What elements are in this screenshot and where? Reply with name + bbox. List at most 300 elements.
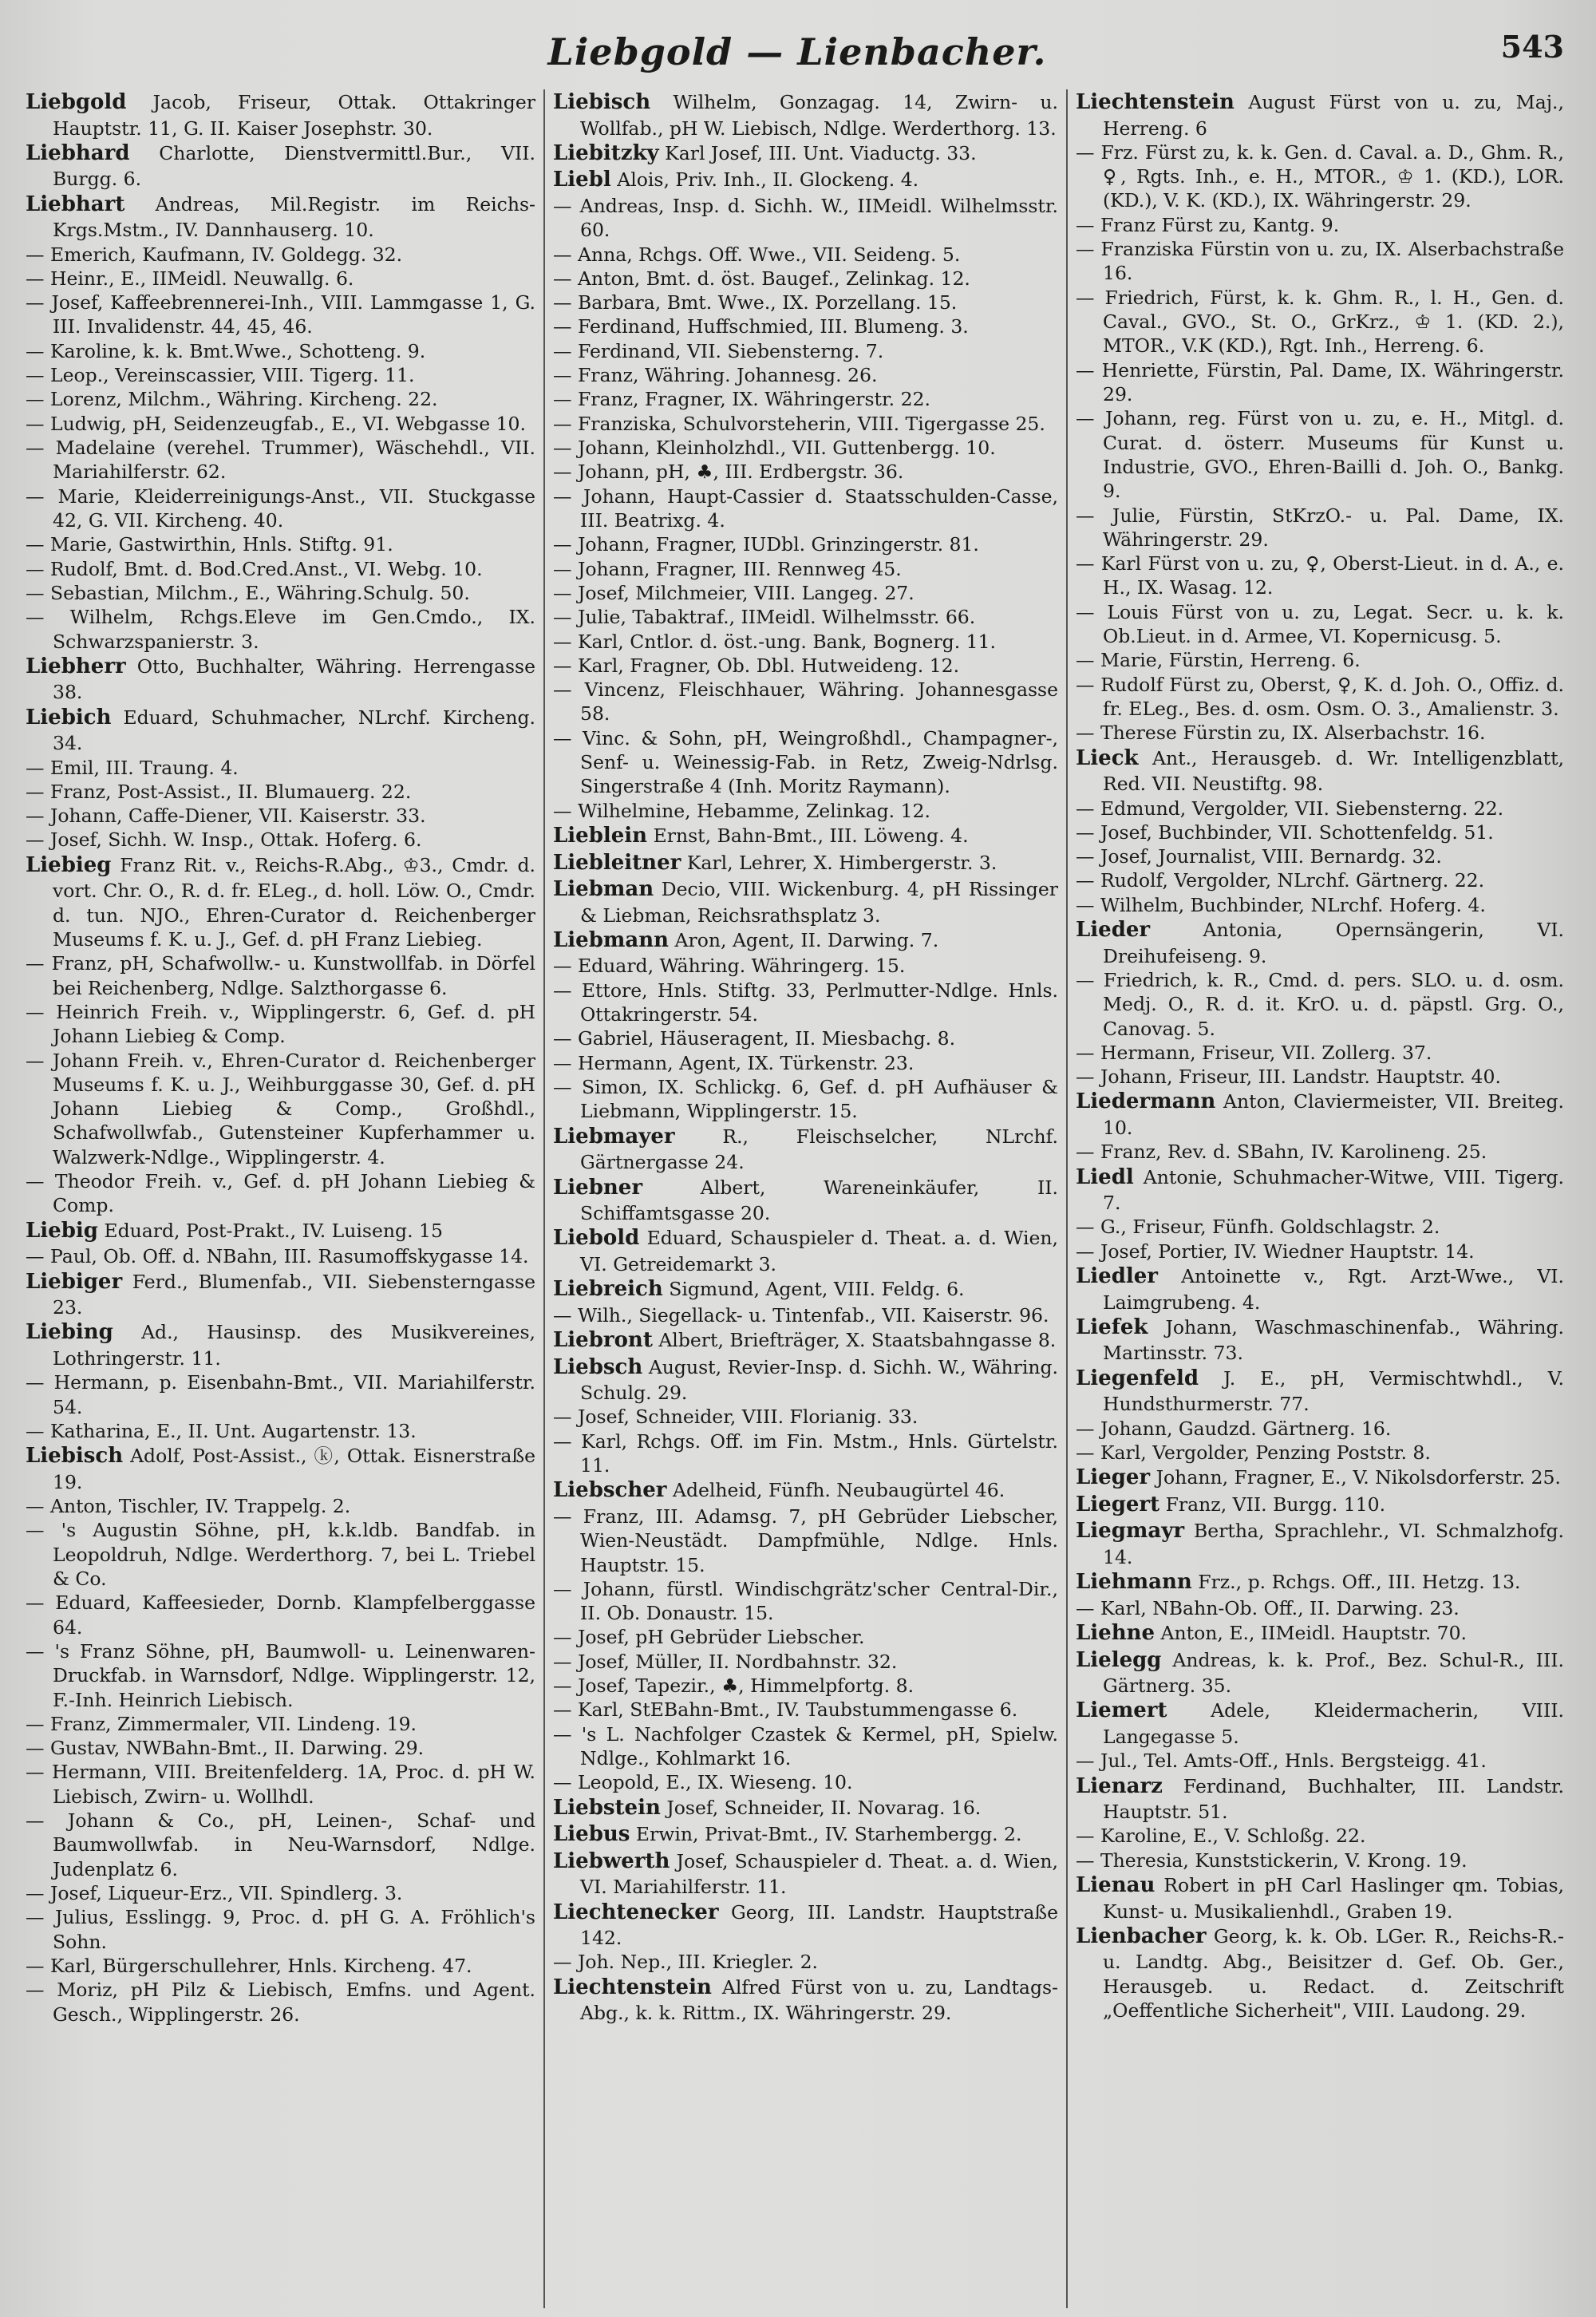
entry-text: — Vinc. & Sohn, pH, Weingroßhdl., Champagner-, Senf- u. Weinessig-Fab. in Retz, Zweig-Ndrlsg. Singerstraße 4 (Inh. Moritz Raymann).: [553, 726, 1058, 798]
directory-entry: [553, 1848, 1058, 1900]
directory-entry: [1076, 1647, 1564, 1698]
directory-entry: [553, 1975, 1058, 2026]
directory-sub-entry: [1076, 1065, 1564, 1089]
directory-sub-entry: [26, 605, 535, 654]
entry-text: — Emerich, Kaufmann, IV. Goldegg. 32.: [26, 243, 403, 266]
directory-entry: [1076, 1465, 1564, 1492]
entry-text: — Karl Fürst von u. zu, ♀, Oberst-Lieut. in d. A., e. H., IX. Wasag. 12.: [1076, 552, 1564, 599]
entry-surname: Liechtenstein: [1076, 90, 1235, 114]
directory-sub-entry: [1076, 673, 1564, 722]
entry-text: Antonie, Schuhmacher-Witwe, VIII. Tigerg. 7.: [1103, 1165, 1564, 1215]
entry-text: — Marie, Fürstin, Herreng. 6.: [1076, 649, 1361, 672]
directory-entry: [1076, 745, 1564, 797]
directory-sub-entry: [1076, 1140, 1564, 1164]
entry-text: — 's L. Nachfolger Czastek & Kermel, pH, Spielw. Ndlge., Kohlmarkt 16.: [553, 1722, 1058, 1769]
entry-text: — Ferdinand, Huffschmied, III. Blumeng. 3.: [553, 315, 969, 338]
entry-text: Wilhelm, Gonzagag. 14, Zwirn- u. Wollfab., pH W. Liebisch, Ndlge. Werderthorg. 13.: [580, 91, 1058, 140]
directory-sub-entry: [26, 267, 535, 291]
entry-text: — Jul., Tel. Amts-Off., Hnls. Bergsteigg. 41.: [1076, 1750, 1487, 1773]
directory-sub-entry: [553, 1075, 1058, 1124]
entry-text: — Rudolf, Bmt. d. Bod.Cred.Anst., VI. Webg. 10.: [26, 557, 483, 580]
entry-text: Adelheid, Fünfh. Neubaugürtel 46.: [672, 1479, 1005, 1502]
directory-entry: [1076, 1698, 1564, 1749]
entry-text: — 's Augustin Söhne, pH, k.k.ldb. Bandfab. in Leopoldruh, Ndlge. Werderthorg. 7, bei L. Triebel & Co.: [26, 1519, 535, 1590]
entry-text: — Karoline, k. k. Bmt.Wwe., Schotteng. 9.: [26, 339, 426, 362]
directory-sub-entry: [1076, 213, 1564, 237]
directory-sub-entry: [1076, 1240, 1564, 1263]
entry-surname: Liehne: [1076, 1621, 1156, 1645]
entry-surname: Liebscher: [553, 1478, 667, 1503]
entry-text: — Ferdinand, VII. Siebensterng. 7.: [553, 339, 884, 362]
entry-text: — Johann, Caffe-Diener, VII. Kaiserstr. 33.: [26, 805, 426, 828]
entry-text: — Rudolf Fürst zu, Oberst, ♀, K. d. Joh. O., Offiz. d. fr. ELeg., Bes. d. osm. Osm. O. 3., Amalienstr. 3.: [1076, 673, 1564, 721]
entry-text: — Franz, Rev. d. SBahn, IV. Karolineng. 25.: [1076, 1141, 1487, 1164]
entry-text: — Josef, Müller, II. Nordbahnstr. 32.: [553, 1650, 898, 1673]
entry-surname: Liebmann: [553, 927, 670, 952]
directory-entry: [553, 927, 1058, 955]
entry-surname: Liedl: [1076, 1164, 1134, 1189]
entry-surname: Liedermann: [1076, 1089, 1216, 1114]
entry-text: Aron, Agent, II. Darwing. 7.: [674, 928, 939, 951]
entry-text: — Franz, Fragner, IX. Währingerstr. 22.: [553, 388, 930, 411]
directory-sub-entry: [553, 557, 1058, 581]
directory-sub-entry: [553, 243, 1058, 267]
entry-surname: Lienarz: [1076, 1773, 1163, 1798]
directory-sub-entry: [26, 339, 535, 363]
entry-text: — Ettore, Hnls. Stiftg. 33, Perlmutter-Ndlge. Hnls. Ottakringerstr. 54.: [553, 979, 1058, 1026]
entry-text: — Frz. Fürst zu, k. k. Gen. d. Caval. a. D., Ghm. R., ♀, Rgts. Inh., e. H., MTOR., ♔ 1. (KD.), LOR. (KD.), V. K. (KD.), IX. Währingerstr. 29.: [1076, 140, 1564, 212]
running-title: Liebgold — Lienbacher.: [547, 30, 1047, 73]
entry-text: — Franziska, Schulvorsteherin, VIII. Tigergasse 25.: [553, 412, 1045, 435]
entry-text: — Rudolf, Vergolder, NLrchf. Gärtnerg. 22.: [1076, 869, 1485, 892]
directory-sub-entry: [1076, 1848, 1564, 1872]
entry-text: — Barbara, Bmt. Wwe., IX. Porzellang. 15.: [553, 291, 958, 314]
directory-sub-entry: [26, 557, 535, 581]
directory-entry: [26, 192, 535, 243]
entry-surname: Liebman: [553, 877, 654, 902]
entry-text: Josef, Schneider, II. Novarag. 16.: [666, 1796, 982, 1819]
directory-entry: [553, 850, 1058, 877]
directory-entry: [26, 89, 535, 140]
entry-text: J. E., pH, Vermischtwhdl., V. Hundsthurmerstr. 77.: [1103, 1366, 1564, 1416]
directory-entry: [1076, 1089, 1564, 1140]
entry-surname: Lieck: [1076, 745, 1139, 770]
entry-surname: Liegert: [1076, 1492, 1160, 1516]
directory-sub-entry: [553, 314, 1058, 338]
directory-sub-entry: [26, 436, 535, 484]
directory-sub-entry: [26, 581, 535, 605]
entry-text: — Wilhelm, Buchbinder, NLrchf. Hoferg. 4.: [1076, 893, 1486, 916]
entry-text: Johann, Fragner, E., V. Nikolsdorferstr. 25.: [1156, 1466, 1561, 1489]
entry-text: — Hermann, p. Eisenbahn-Bmt., VII. Mariahilferstr. 54.: [26, 1371, 535, 1418]
entry-text: Georg, III. Landstr. Hauptstraße 142.: [580, 1900, 1058, 1950]
directory-sub-entry: [1076, 504, 1564, 552]
entry-text: — Anna, Rchgs. Off. Wwe., VII. Seideng. 5.: [553, 243, 961, 266]
directory-sub-entry: [553, 1303, 1058, 1327]
directory-sub-entry: [553, 605, 1058, 629]
entry-text: — Eduard, Kaffeesieder, Dornb. Klampfelberggasse 64.: [26, 1591, 535, 1639]
directory-sub-entry: [26, 1712, 535, 1736]
entry-text: — Karoline, E., V. Schloßg. 22.: [1076, 1825, 1366, 1848]
directory-sub-entry: [553, 436, 1058, 460]
directory-entry: [26, 1218, 535, 1245]
directory-sub-entry: [553, 1504, 1058, 1577]
entry-text: — Leopold, E., IX. Wieseng. 10.: [553, 1771, 853, 1794]
directory-sub-entry: [1076, 552, 1564, 600]
entry-surname: Liebitzky: [553, 140, 659, 165]
directory-sub-entry: [553, 1429, 1058, 1478]
entry-text: — Theresia, Kunststickerin, V. Krong. 19.: [1076, 1848, 1468, 1872]
entry-text: — Johann, Fragner, III. Rennweg 45.: [553, 557, 902, 580]
entry-text: — Vincenz, Fleischhauer, Währing. Johannesgasse 58.: [553, 678, 1058, 726]
entry-surname: Liehmann: [1076, 1570, 1192, 1595]
entry-text: — Emil, III. Traung. 4.: [26, 756, 239, 779]
entry-text: — Julie, Tabaktraf., IIMeidl. Wilhelmsstr. 66.: [553, 606, 976, 629]
entry-surname: Lieder: [1076, 918, 1151, 943]
entry-text: — Leop., Vereinscassier, VIII. Tigerg. 11.: [26, 364, 415, 387]
entry-text: — Karl, Cntlor. d. öst.-ung. Bank, Bognerg. 11.: [553, 630, 997, 653]
directory-entry: [1076, 1492, 1564, 1519]
entry-text: — Josef, Milchmeier, VIII. Langeg. 27.: [553, 581, 915, 604]
entry-surname: Liebhard: [26, 140, 130, 165]
page-header: [22, 16, 1572, 89]
directory-entry: [1076, 1366, 1564, 1417]
directory-sub-entry: [553, 291, 1058, 314]
entry-text: — Franz Fürst zu, Kantg. 9.: [1076, 213, 1340, 236]
entry-text: — Johann, Fragner, IUDbl. Grinzingerstr. 81.: [553, 533, 979, 556]
entry-text: — Friedrich, k. R., Cmd. d. pers. SLO. u. d. osm. Medj. O., R. d. it. KrO. u. d. päpstl. Grg. O., Canovag. 5.: [1076, 968, 1564, 1040]
column-1: [22, 89, 545, 2308]
directory-sub-entry: [26, 756, 535, 780]
directory-sub-entry: [26, 412, 535, 436]
entry-text: — Johann, pH, ♣, III. Erdbergstr. 36.: [553, 461, 904, 484]
entry-text: — Josef, Liqueur-Erz., VII. Spindlerg. 3.: [26, 1882, 403, 1904]
entry-surname: Liebreich: [553, 1277, 663, 1302]
directory-sub-entry: [26, 1494, 535, 1518]
entry-text: — Karl, Vergolder, Penzing Poststr. 8.: [1076, 1441, 1431, 1464]
entry-text: Franz, VII. Burgg. 110.: [1165, 1493, 1386, 1516]
entry-text: — Ludwig, pH, Seidenzeugfab., E., VI. Webgasse 10.: [26, 412, 526, 435]
entry-text: Ernst, Bahn-Bmt., III. Löweng. 4.: [653, 824, 969, 848]
entry-text: — Julius, Esslingg. 9, Proc. d. pH G. A. Fröhlich's Sohn.: [26, 1906, 535, 1953]
entry-text: — Josef, pH Gebrüder Liebscher.: [553, 1626, 865, 1649]
entry-text: — Franz, pH, Schafwollw.- u. Kunstwollfab. in Dörfel bei Reichenberg, Ndlge. Salzthorgasse 6.: [26, 952, 535, 999]
entry-text: Josef, Schauspieler d. Theat. a. d. Wien, VI. Mariahilferstr. 11.: [580, 1849, 1058, 1899]
directory-sub-entry: [553, 1722, 1058, 1771]
entry-text: Anton, Claviermeister, VII. Breiteg. 10.: [1103, 1090, 1564, 1139]
directory-sub-entry: [26, 1760, 535, 1809]
directory-sub-entry: [553, 954, 1058, 978]
entry-text: Decio, VIII. Wickenburg. 4, pH Rissinger & Liebman, Reichsrathsplatz 3.: [580, 878, 1058, 927]
entry-surname: Liemert: [1076, 1698, 1167, 1723]
entry-text: — Josef, Buchbinder, VII. Schottenfeldg. 51.: [1076, 820, 1494, 844]
entry-surname: Liebig: [26, 1218, 98, 1243]
entry-text: — Eduard, Währing. Währingerg. 15.: [553, 955, 906, 978]
directory-sub-entry: [553, 581, 1058, 605]
directory-sub-entry: [553, 654, 1058, 678]
directory-entry: [1076, 89, 1564, 140]
entry-text: Antonia, Opernsängerin, VI. Dreihufeiseng. 9.: [1103, 919, 1564, 967]
entry-text: — Wilh., Siegellack- u. Tintenfab., VII. Kaiserstr. 96.: [553, 1303, 1049, 1327]
directory-sub-entry: [1076, 140, 1564, 213]
entry-surname: Liebiger: [26, 1269, 123, 1294]
directory-sub-entry: [553, 194, 1058, 243]
directory-sub-entry: [553, 1650, 1058, 1674]
entry-text: August Fürst von u. zu, Maj., Herreng. 6: [1103, 91, 1564, 140]
entry-text: — Josef, Sichh. W. Insp., Ottak. Hoferg. 6.: [26, 828, 422, 852]
entry-text: Erwin, Privat-Bmt., IV. Starhembergg. 2.: [635, 1823, 1022, 1846]
directory-sub-entry: [26, 1881, 535, 1905]
directory-sub-entry: [553, 1577, 1058, 1626]
entry-surname: Liegenfeld: [1076, 1366, 1199, 1390]
directory-sub-entry: [26, 1639, 535, 1712]
entry-surname: Liechtenstein: [553, 1975, 712, 1999]
directory-entry: [26, 1443, 535, 1494]
entry-text: Bertha, Sprachlehr., VI. Schmalzhofg. 14.: [1103, 1520, 1564, 1568]
entry-surname: Liebich: [26, 705, 112, 729]
directory-sub-entry: [553, 630, 1058, 654]
entry-text: — Katharina, E., II. Unt. Augartenstr. 13.: [26, 1419, 417, 1442]
entry-text: — Johann, reg. Fürst von u. zu, e. H., Mitgl. d. Curat. d. österr. Museums für Kunst u. Industrie, GVO., Ehren-Bailli d. Joh. O., Bankg. 9.: [1076, 407, 1564, 503]
entry-text: Charlotte, Dienstvermittl.Bur., VII. Burgg. 6.: [53, 141, 535, 191]
directory-sub-entry: [553, 339, 1058, 363]
entry-text: — Edmund, Vergolder, VII. Siebensterng. 22.: [1076, 797, 1504, 820]
entry-surname: Liebwerth: [553, 1848, 670, 1873]
entry-text: — Johann, fürstl. Windischgrätz'scher Central-Dir., II. Ob. Donaustr. 15.: [553, 1577, 1058, 1625]
entry-text: — Johann, Kleinholzhdl., VII. Guttenbergg. 10.: [553, 437, 996, 460]
entry-text: Ferdinand, Buchhalter, III. Landstr. Hauptstr. 51.: [1103, 1774, 1564, 1824]
entry-text: Andreas, k. k. Prof., Bez. Schul-R., III. Gärtnerg. 35.: [1103, 1648, 1564, 1698]
directory-sub-entry: [1076, 1215, 1564, 1239]
entry-text: Albert, Briefträger, X. Staatsbahngasse 8.: [658, 1329, 1057, 1352]
column-3: [1068, 89, 1572, 2308]
entry-surname: Liebgold: [26, 90, 127, 114]
entry-surname: Liebieg: [26, 852, 112, 877]
entry-surname: Liebhart: [26, 192, 125, 216]
entry-text: — Franz, Post-Assist., II. Blumauerg. 22.: [26, 780, 412, 803]
entry-text: August, Revier-Insp. d. Sichh. W., Währing. Schulg. 29.: [580, 1355, 1058, 1405]
entry-text: — Wilhelm, Rchgs.Eleve im Gen.Cmdo., IX. Schwarzspanierstr. 3.: [26, 606, 535, 653]
entry-text: Albert, Wareneinkäufer, II. Schiffamtsgasse 20.: [580, 1176, 1058, 1225]
directory-sub-entry: [1076, 893, 1564, 917]
entry-text: — Johann Freih. v., Ehren-Curator d. Reichenberger Museums f. K. u. J., Weihburggasse 30, Gef. d. pH Johann Liebieg & Comp., Großhdl., Schafwollwfab., Gutensteiner Kupferhammer u. Walzwerk-Ndlge., Wipplingerstr. 4.: [26, 1049, 535, 1168]
entry-text: — Karl, Rchgs. Off. im Fin. Mstm., Hnls. Gürtelstr. 11.: [553, 1429, 1058, 1477]
directory-sub-entry: [26, 1419, 535, 1443]
entry-surname: Liefek: [1076, 1315, 1148, 1339]
directory-sub-entry: [553, 979, 1058, 1027]
directory-sub-entry: [26, 780, 535, 804]
entry-text: — Heinr., E., IIMeidl. Neuwallg. 6.: [26, 267, 354, 290]
directory-sub-entry: [553, 532, 1058, 556]
entry-text: Eduard, Post-Prakt., IV. Luiseng. 15: [104, 1219, 443, 1242]
directory-entry: [26, 654, 535, 705]
entry-text: — Wilhelmine, Hebamme, Zelinkag. 12.: [553, 799, 930, 822]
directory-sub-entry: [553, 484, 1058, 533]
entry-text: Adele, Kleidermacherin, VIII. Langegasse 5.: [1103, 1699, 1564, 1748]
directory-sub-entry: [1076, 968, 1564, 1041]
entry-text: Jacob, Friseur, Ottak. Ottakringer Hauptstr. 11, G. II. Kaiser Josephstr. 30.: [53, 91, 535, 140]
directory-sub-entry: [26, 828, 535, 852]
entry-text: Sigmund, Agent, VIII. Feldg. 6.: [669, 1278, 965, 1301]
directory-sub-entry: [1076, 237, 1564, 286]
entry-text: — Theodor Freih. v., Gef. d. pH Johann Liebieg & Comp.: [26, 1170, 535, 1217]
directory-sub-entry: [553, 726, 1058, 799]
entry-surname: Liebus: [553, 1822, 630, 1847]
entry-text: — Therese Fürstin zu, IX. Alserbachstr. 16.: [1076, 722, 1486, 745]
directory-sub-entry: [1076, 648, 1564, 672]
directory-entry: [553, 1327, 1058, 1354]
directory-sub-entry: [26, 1518, 535, 1591]
entry-text: — Hermann, Friseur, VII. Zollerg. 37.: [1076, 1041, 1432, 1064]
entry-text: — Gustav, NWBahn-Bmt., II. Darwing. 29.: [26, 1737, 425, 1760]
directory-entry: [553, 876, 1058, 927]
directory-sub-entry: [1076, 358, 1564, 407]
directory-entry: [553, 1900, 1058, 1951]
directory-sub-entry: [553, 267, 1058, 291]
entry-text: — Paul, Ob. Off. d. NBahn, III. Rasumoffskygasse 14.: [26, 1245, 529, 1268]
entry-surname: Liebherr: [26, 654, 126, 678]
entry-text: — Josef, Kaffeebrennerei-Inh., VIII. Lammgasse 1, G. III. Invalidenstr. 44, 45, 46.: [26, 291, 535, 338]
directory-sub-entry: [1076, 1417, 1564, 1441]
entry-text: Eduard, Schuhmacher, NLrchf. Kircheng. 34.: [53, 706, 535, 755]
directory-entry: [1076, 1872, 1564, 1924]
entry-text: — Franz, Zimmermaler, VII. Lindeng. 19.: [26, 1712, 417, 1735]
entry-text: Johann, Waschmaschinenfab., Währing. Martinsstr. 73.: [1103, 1315, 1564, 1365]
directory-entry: [1076, 1518, 1564, 1569]
entry-text: — Julie, Fürstin, StKrzO.- u. Pal. Dame, IX. Währingerstr. 29.: [1076, 504, 1564, 551]
entry-text: — Joh. Nep., III. Kriegler. 2.: [553, 1951, 819, 1974]
entry-text: — Marie, Gastwirthin, Hnls. Stiftg. 91.: [26, 533, 393, 556]
entry-text: — Heinrich Freih. v., Wipplingerstr. 6, Gef. d. pH Johann Liebieg & Comp.: [26, 1000, 535, 1048]
entry-text: — Hermann, Agent, IX. Türkenstr. 23.: [553, 1051, 915, 1074]
directory-sub-entry: [1076, 1824, 1564, 1848]
entry-text: Robert in pH Carl Haslinger qm. Tobias, Kunst- u. Musikalienhdl., Graben 19.: [1103, 1874, 1564, 1923]
entry-surname: Liebisch: [26, 1444, 124, 1469]
directory-sub-entry: [26, 1049, 535, 1170]
directory-sub-entry: [26, 1905, 535, 1954]
directory-sub-entry: [26, 1244, 535, 1268]
entry-text: Ferd., Blumenfab., VII. Siebensterngasse 23.: [53, 1270, 535, 1319]
entry-text: — Karl, StEBahn-Bmt., IV. Taubstummengasse 6.: [553, 1698, 1018, 1722]
directory-sub-entry: [553, 678, 1058, 726]
column-2: [545, 89, 1068, 2308]
entry-surname: Liebstein: [553, 1795, 661, 1820]
directory-entry: [553, 823, 1058, 850]
directory-sub-entry: [1076, 797, 1564, 820]
directory-entry: [1076, 1773, 1564, 1825]
entry-surname: Liebmayer: [553, 1124, 675, 1149]
entry-text: — Andreas, Insp. d. Sichh. W., IIMeidl. Wilhelmsstr. 60.: [553, 194, 1058, 242]
directory-entry: [553, 1124, 1058, 1175]
directory-sub-entry: [553, 799, 1058, 823]
directory-sub-entry: [553, 1625, 1058, 1649]
directory-sub-entry: [1076, 721, 1564, 745]
entry-text: — Josef, Tapezir., ♣, Himmelpfortg. 8.: [553, 1674, 915, 1698]
entry-text: — Franz, III. Adamsg. 7, pH Gebrüder Liebscher, Wien-Neustädt. Dampfmühle, Ndlge. Hnls. Hauptstr. 15.: [553, 1504, 1058, 1576]
directory-sub-entry: [553, 1698, 1058, 1722]
entry-surname: Lienbacher: [1076, 1924, 1207, 1948]
directory-entry: [553, 1795, 1058, 1822]
directory-sub-entry: [26, 951, 535, 1000]
directory-sub-entry: [26, 363, 535, 387]
directory-sub-entry: [26, 804, 535, 828]
directory-sub-entry: [1076, 286, 1564, 358]
entry-text: Ad., Hausinsp. des Musikvereines, Lothringerstr. 11.: [53, 1321, 535, 1370]
directory-sub-entry: [553, 1051, 1058, 1075]
entry-text: — Madelaine (verehel. Trummer), Wäschehdl., VII. Mariahilferstr. 62.: [26, 437, 535, 484]
directory-sub-entry: [26, 291, 535, 339]
entry-text: Ant., Herausgeb. d. Wr. Intelligenzblatt, Red. VII. Neustiftg. 98.: [1103, 746, 1564, 796]
directory-sub-entry: [553, 1770, 1058, 1794]
entry-text: — G., Friseur, Fünfh. Goldschlagstr. 2.: [1076, 1216, 1440, 1239]
directory-sub-entry: [26, 1736, 535, 1760]
entry-text: — Johann, Gaudzd. Gärtnerg. 16.: [1076, 1417, 1392, 1440]
entry-text: — Gabriel, Häuseragent, II. Miesbachg. 8.: [553, 1027, 956, 1050]
page-number: 543: [1500, 29, 1564, 65]
entry-text: — Johann, Friseur, III. Landstr. Hauptstr. 40.: [1076, 1066, 1501, 1089]
entry-text: Adolf, Post-Assist., ⓚ, Ottak. Eisnerstraße 19.: [53, 1445, 535, 1493]
entry-text: — Marie, Kleiderreinigungs-Anst., VII. Stuckgasse 42, G. VII. Kircheng. 40.: [26, 484, 535, 532]
directory-entry: [1076, 1569, 1564, 1596]
directory-sub-entry: [26, 1370, 535, 1419]
directory-sub-entry: [26, 484, 535, 533]
entry-surname: Liebleitner: [553, 850, 681, 875]
entry-text: Eduard, Schauspieler d. Theat. a. d. Wien, VI. Getreidemarkt 3.: [580, 1227, 1058, 1275]
directory-entry: [26, 1269, 535, 1320]
directory-sub-entry: [553, 1026, 1058, 1050]
entry-text: — Simon, IX. Schlickg. 6, Gef. d. pH Aufhäuser & Liebmann, Wipplingerstr. 15.: [553, 1076, 1058, 1123]
directory-sub-entry: [553, 1674, 1058, 1698]
entry-text: — Sebastian, Milchm., E., Währing.Schulg. 50.: [26, 581, 470, 604]
entry-text: Franz Rit. v., Reichs-R.Abg., ♔3., Cmdr. d. vort. Chr. O., R. d. fr. ELeg., d. holl. Löw. O., Cmdr. d. tun. NJO., Ehren-Curator d. Reichenberger Museums f. K. u. J., Gef. d. pH Franz Liebieg.: [53, 853, 535, 951]
directory-entry: [553, 1354, 1058, 1406]
entry-text: — Hermann, VIII. Breitenfelderg. 1A, Proc. d. pH W. Liebisch, Zwirn- u. Wollhdl.: [26, 1761, 535, 1808]
directory-entry: [553, 1175, 1058, 1226]
directory-entry: [553, 1225, 1058, 1276]
directory-entry: [26, 1319, 535, 1370]
entry-surname: Liebl: [553, 168, 611, 192]
directory-entry: [1076, 1164, 1564, 1216]
directory-entry: [26, 852, 535, 951]
directory-entry: [553, 1477, 1058, 1504]
directory-entry: [1076, 1924, 1564, 2022]
directory-sub-entry: [26, 1169, 535, 1218]
directory-sub-entry: [1076, 600, 1564, 649]
entry-surname: Liebisch: [553, 90, 651, 114]
entry-text: R., Fleischselcher, NLrchf. Gärtnergasse 24.: [580, 1125, 1058, 1174]
directory-sub-entry: [553, 387, 1058, 411]
directory-entry: [553, 167, 1058, 194]
entry-surname: Liedler: [1076, 1264, 1158, 1289]
entry-surname: Liechtenecker: [553, 1900, 719, 1924]
directory-sub-entry: [26, 243, 535, 267]
directory-sub-entry: [1076, 1441, 1564, 1465]
entry-text: — Johann, Haupt-Cassier d. Staatsschulden-Casse, III. Beatrixg. 4.: [553, 484, 1058, 532]
entry-text: — Friedrich, Fürst, k. k. Ghm. R., l. H., Gen. d. Caval., GVO., St. O., GrKrz., ♔ 1. (KD. 2.), MTOR., V.K (KD.), Rgt. Inh., Herreng. 6.: [1076, 286, 1564, 358]
entry-text: — Johann & Co., pH, Leinen-, Schaf- und Baumwollwfab. in Neu-Warnsdorf, Ndlge. Judenplatz 6.: [26, 1809, 535, 1880]
entry-text: — Josef, Portier, IV. Wiedner Hauptstr. 14.: [1076, 1240, 1475, 1263]
entry-text: Alois, Priv. Inh., II. Glockeng. 4.: [617, 168, 919, 192]
entry-text: — 's Franz Söhne, pH, Baumwoll- u. Leinenwaren-Druckfab. in Warnsdorf, Ndlge. Wipplingerstr. 12, F.-Inh. Heinrich Liebisch.: [26, 1639, 535, 1711]
entry-text: — Karl, Fragner, Ob. Dbl. Hutweideng. 12.: [553, 654, 960, 677]
columns: [22, 89, 1572, 2308]
directory-sub-entry: [1076, 1749, 1564, 1773]
directory-entry: [553, 140, 1058, 168]
directory-sub-entry: [1076, 844, 1564, 868]
entry-text: Karl, Lehrer, X. Himbergerstr. 3.: [686, 851, 998, 874]
directory-sub-entry: [26, 532, 535, 556]
entry-text: — Louis Fürst von u. zu, Legat. Secr. u. k. k. Ob.Lieut. in d. Armee, VI. Kopernicusg. 5.: [1076, 600, 1564, 648]
